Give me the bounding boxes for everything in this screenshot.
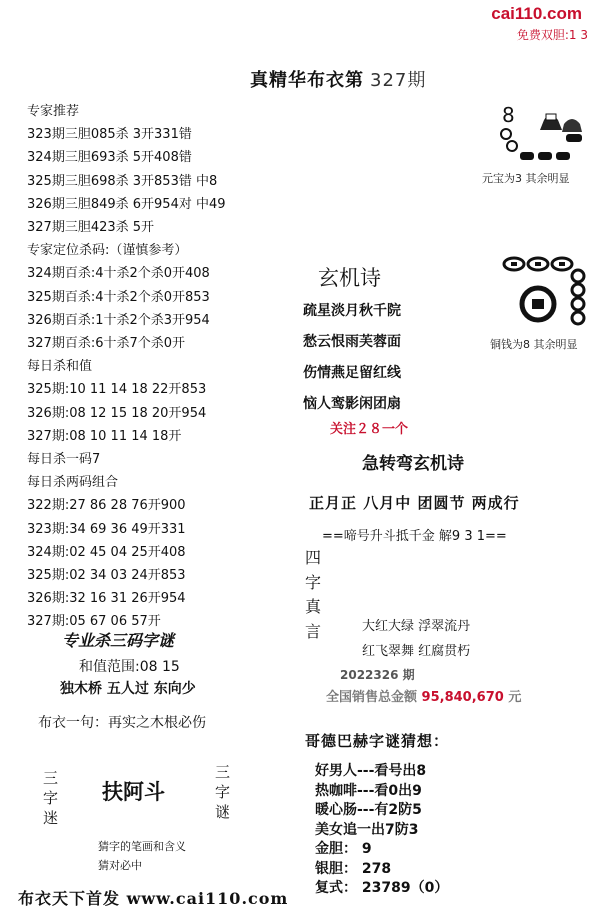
goldbach-title: 哥德巴赫字谜猜想：	[305, 732, 450, 750]
expert-recommendation-list	[27, 100, 226, 634]
one-line-hint: 布衣一句：再实之木根必伤	[38, 715, 206, 731]
list-item: 美女追一出7防3	[315, 821, 419, 838]
poem-follow-note: 关注２８一个	[330, 422, 409, 437]
page-title-text: 真精华布衣第	[250, 70, 364, 91]
poem-title: 玄机诗	[318, 266, 381, 290]
ingot-caption: 元宝为3 其余明显	[482, 172, 570, 185]
list-item: 327期:08 10 11 14 18开	[27, 428, 182, 444]
coin-icon	[502, 254, 594, 330]
list-item: 327期百杀:6十杀7个杀0开	[27, 336, 186, 352]
turn-poem-title: 急转弯玄机诗	[362, 454, 464, 474]
list-item: 325期百杀:4十杀2个杀0开853	[27, 289, 210, 305]
list-item: 暖心肠---有2防5	[315, 802, 422, 818]
poem-line: 伤情燕足留红线	[303, 365, 401, 381]
list-item: 325期三胆698杀 3开853错 中8	[27, 173, 218, 189]
list-item: 324期:02 45 04 25开408	[27, 544, 186, 560]
list-item: 326期:08 12 15 18 20开954	[27, 405, 207, 421]
list-item: 326期:32 16 31 26开954	[27, 591, 186, 607]
label-char: 真	[305, 597, 322, 616]
free-pick-label: 免费双胆:1 3	[516, 28, 588, 42]
poem-line: 疏星淡月秋千院	[303, 303, 401, 319]
word-riddle-note: 猜字的笔画和含义	[98, 840, 186, 853]
footer-link[interactable]: 布衣天下首发 www.cai110.com	[18, 889, 289, 908]
coin-caption: 铜钱为8 其余明显	[490, 338, 578, 351]
poem-line: 恼人鸾影闲团扇	[303, 396, 401, 412]
poem-line: 愁云恨雨芙蓉面	[303, 334, 401, 350]
label-char: 字	[215, 783, 231, 801]
bridge-riddle: 独木桥 五人过 东向少	[60, 681, 196, 697]
list-item: 323期三胆085杀 3开331错	[27, 127, 192, 143]
list-item: 326期三胆849杀 6开954对 中49	[27, 196, 226, 212]
label-char: 字	[305, 572, 322, 592]
list-item: 327期:05 67 06 57开	[27, 614, 161, 630]
sales-unit: 元	[508, 690, 522, 705]
sales-total	[326, 686, 521, 705]
list-item: 327期三胆423杀 5开	[27, 220, 155, 236]
list-item: 326期百杀:1十杀2个杀3开954	[27, 312, 210, 328]
list-item: 专家推荐	[27, 104, 80, 119]
list-item: 专家定位杀码:（谨慎参考）	[27, 243, 188, 259]
word-riddle-note: 猜对必中	[98, 859, 142, 872]
list-item: 324期百杀:4十杀2个杀0开408	[27, 266, 210, 282]
sales-label: 全国销售总金额	[326, 690, 418, 705]
label-char: 迷	[43, 809, 59, 827]
list-item: 325期:10 11 14 18 22开853	[27, 382, 207, 398]
list-item: 每日杀两码组合	[27, 475, 119, 491]
label-char: 三	[43, 769, 59, 787]
right-riddle-label	[215, 762, 233, 822]
list-item: 每日杀一码7	[27, 452, 101, 468]
sales-issue: 2022326 期	[340, 668, 415, 682]
turn-poem-line: 正月正 八月中 团圆节 两成行	[309, 494, 520, 512]
page-title-issue: 327期	[370, 70, 427, 91]
turn-poem-answer: ==啼号升斗抵千金 解9 3 1==	[322, 529, 507, 544]
list-item: 323期:34 69 36 49开331	[27, 521, 186, 537]
poem-body	[303, 296, 401, 420]
four-words-line: 大红大绿 浮翠流丹	[362, 619, 471, 634]
page-title	[250, 66, 426, 92]
left-riddle-label	[43, 768, 61, 828]
sum-range: 和值范围:08 15	[79, 659, 180, 675]
site-brand[interactable]: cai110.com	[491, 4, 582, 23]
list-item: 322期:27 86 28 76开900	[27, 498, 186, 514]
word-riddle-main: 扶阿斗	[102, 780, 165, 804]
list-item: 银胆： 278	[315, 860, 392, 877]
label-char: 言	[305, 621, 322, 641]
four-words-line: 红飞翠舞 红腐贯朽	[362, 644, 471, 659]
sales-amount: 95,840,670	[421, 690, 504, 705]
svg-text:8: 8	[502, 103, 515, 127]
ingot-icon	[492, 100, 592, 166]
list-item: 324期三胆693杀 5开408错	[27, 150, 192, 166]
kill3-title: 专业杀三码字谜	[62, 631, 175, 650]
label-char: 谜	[215, 803, 231, 821]
list-item: 热咖啡---看0出9	[315, 782, 422, 799]
list-item: 好男人---看号出8	[315, 763, 427, 779]
list-item: 325期:02 34 03 24开853	[27, 568, 186, 584]
list-item: 金胆： 9	[315, 841, 372, 857]
label-char: 四	[305, 548, 322, 567]
goldbach-list	[315, 762, 448, 899]
four-words-label	[305, 546, 323, 644]
label-char: 字	[43, 789, 59, 807]
list-item: 每日杀和值	[27, 359, 93, 375]
list-item: 复式： 23789（0）	[315, 880, 449, 896]
label-char: 三	[215, 763, 231, 781]
